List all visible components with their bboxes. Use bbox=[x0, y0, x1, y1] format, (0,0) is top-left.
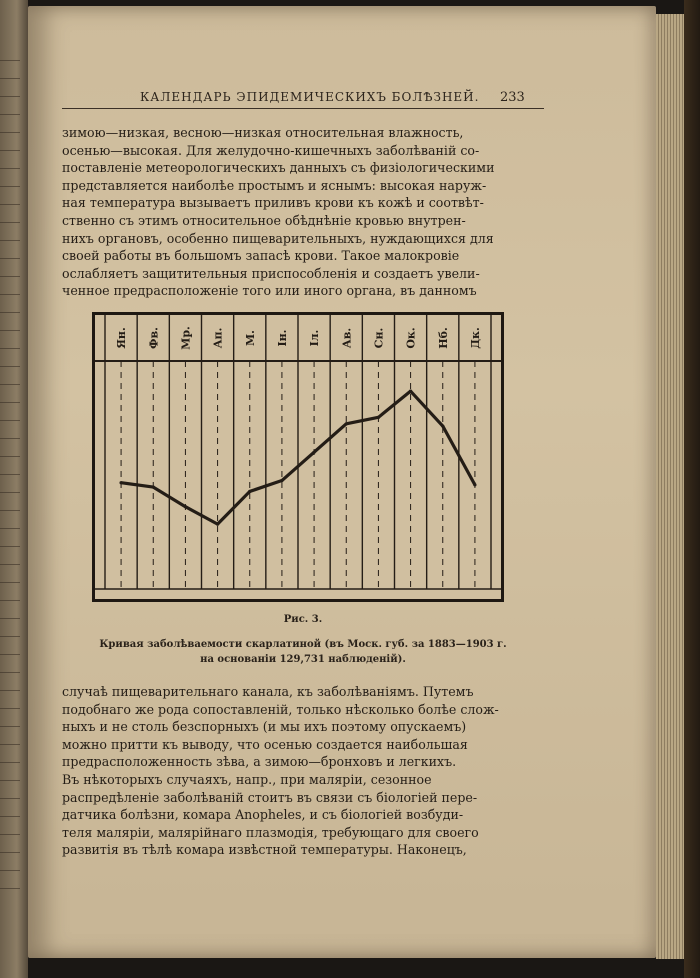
data-point bbox=[184, 505, 187, 508]
data-point bbox=[441, 424, 444, 427]
facing-page-text-fragment bbox=[0, 312, 20, 313]
facing-page-text-fragment bbox=[0, 420, 20, 421]
facing-page-text-fragment bbox=[0, 276, 20, 277]
facing-page-text-fragment bbox=[0, 492, 20, 493]
facing-page-text-fragment bbox=[0, 474, 20, 475]
month-tick-label: Ап. bbox=[211, 327, 225, 349]
figure-caption-line2: на основанiи 129,731 наблюденiй). bbox=[200, 654, 406, 665]
facing-page-text-fragment bbox=[0, 726, 20, 727]
month-tick-label: Iл. bbox=[308, 329, 322, 347]
facing-page-text-fragment bbox=[0, 798, 20, 799]
facing-page-text-fragment bbox=[0, 114, 20, 115]
paragraph-bottom-line: Въ нѣкоторыхъ случаяхъ, напр., при малярiи, сезонное bbox=[62, 771, 432, 787]
facing-page-text-fragment bbox=[0, 132, 20, 133]
facing-page-text-fragment bbox=[0, 330, 20, 331]
data-point bbox=[152, 485, 155, 488]
month-tick-label: Iн. bbox=[275, 329, 289, 347]
facing-page-text-fragment bbox=[0, 780, 20, 781]
book-cover bbox=[684, 0, 700, 978]
paragraph-top-line: представляется наиболѣе простымъ и яснымъ: высокая наруж- bbox=[62, 177, 487, 193]
data-point bbox=[409, 390, 412, 393]
facing-page-text-fragment bbox=[0, 888, 20, 889]
facing-page-edge bbox=[0, 0, 28, 978]
month-tick-label: Ок. bbox=[404, 327, 418, 349]
data-point bbox=[345, 422, 348, 425]
facing-page-text-fragment bbox=[0, 258, 20, 259]
facing-page-text-fragment bbox=[0, 150, 20, 151]
facing-page-text-fragment bbox=[0, 222, 20, 223]
paragraph-top bbox=[62, 124, 544, 300]
facing-page-text-fragment bbox=[0, 618, 20, 619]
facing-page-text-fragment bbox=[0, 96, 20, 97]
facing-page-text-fragment bbox=[0, 762, 20, 763]
paragraph-bottom-line: предрасположенность зѣва, а зимою—бронховъ и легкихъ. bbox=[62, 754, 457, 770]
facing-page-text-fragment bbox=[0, 384, 20, 385]
facing-page-text-fragment bbox=[0, 672, 20, 673]
data-point bbox=[119, 481, 122, 484]
figure-caption bbox=[62, 637, 544, 667]
facing-page-text-fragment bbox=[0, 564, 20, 565]
paragraph-top-line: своей работы въ большомъ запасѣ крови. Такое малокровiе bbox=[62, 248, 460, 264]
paragraph-bottom-line: развитiя въ тѣлѣ комара извѣстной температуры. Наконецъ, bbox=[62, 842, 467, 858]
facing-page-text-fragment bbox=[0, 294, 20, 295]
paragraph-bottom-line: датчика болѣзни, комара Anopheles, и съ бiологiей возбуди- bbox=[62, 807, 464, 823]
month-tick-label: Нб. bbox=[436, 327, 450, 349]
facing-page-text-fragment bbox=[0, 816, 20, 817]
facing-page-text-fragment bbox=[0, 168, 20, 169]
paragraph-top-line: зимою—низкая, весною—низкая относительная влажность, bbox=[62, 125, 464, 140]
facing-page-text-fragment bbox=[0, 402, 20, 403]
paragraph-top-line: нихъ органовъ, особенно пищеварительныхъ, нуждающихся для bbox=[62, 230, 494, 246]
paragraph-bottom-line: случаѣ пищеварительнаго канала, къ заболѣванiямъ. Путемъ bbox=[62, 684, 474, 699]
facing-page-text-fragment bbox=[0, 366, 20, 367]
page-number: 233 bbox=[500, 90, 525, 105]
paragraph-top-line: ослабляетъ защитительныя приспособленiя и создаетъ увели- bbox=[62, 265, 480, 281]
facing-page-text-fragment bbox=[0, 456, 20, 457]
facing-page-text-fragment bbox=[0, 204, 20, 205]
paragraph-bottom-line: можно притти къ выводу, что осенью создается наибольшая bbox=[62, 736, 468, 752]
facing-page-text-fragment bbox=[0, 636, 20, 637]
paragraph-bottom-line: теля малярiи, малярiйнаго плазмодiя, требующаго для своего bbox=[62, 824, 479, 840]
paragraph-bottom-line: ныхъ и не столь безспорныхъ (и мы ихъ поэтому опускаемъ) bbox=[62, 719, 467, 735]
month-tick-label: Мр. bbox=[179, 326, 193, 350]
month-tick-label: Ав. bbox=[340, 327, 354, 349]
facing-page-text-fragment bbox=[0, 510, 20, 511]
page-stack-edge bbox=[656, 14, 686, 959]
facing-page-text-fragment bbox=[0, 546, 20, 547]
facing-page-text-fragment bbox=[0, 438, 20, 439]
facing-page-text-fragment bbox=[0, 744, 20, 745]
facing-page-text-fragment bbox=[0, 870, 20, 871]
month-tick-label: Ян. bbox=[115, 327, 129, 349]
paragraph-top-line: поставленiе метеорологическихъ данныхъ съ физiологическими bbox=[62, 160, 495, 176]
paragraph-top-line: ченное предрасположенiе того или иного органа, въ данномъ bbox=[62, 283, 477, 299]
data-point bbox=[312, 451, 315, 454]
month-tick-label: Сн. bbox=[372, 327, 386, 349]
month-tick-label: Дк. bbox=[468, 327, 482, 349]
header-rule bbox=[62, 108, 544, 109]
chart-frame bbox=[92, 312, 504, 602]
data-point bbox=[216, 523, 219, 526]
facing-page-text-fragment bbox=[0, 60, 20, 61]
facing-page-text-fragment bbox=[0, 834, 20, 835]
facing-page-text-fragment bbox=[0, 240, 20, 241]
facing-page-text-fragment bbox=[0, 852, 20, 853]
facing-page-text-fragment bbox=[0, 654, 20, 655]
paragraph-top-line: осенью—высокая. Для желудочно-кишечныхъ заболѣванiй со- bbox=[62, 142, 480, 158]
facing-page-text-fragment bbox=[0, 186, 20, 187]
data-point bbox=[377, 416, 380, 419]
figure-caption-line1: Кривая заболѣваемости скарлатиной (въ Моск. губ. за 1883—1903 г. bbox=[99, 639, 507, 650]
facing-page-text-fragment bbox=[0, 78, 20, 79]
facing-page-text-fragment bbox=[0, 528, 20, 529]
facing-page-text-fragment bbox=[0, 348, 20, 349]
figure-label: Рис. 3. bbox=[283, 614, 323, 625]
scarlet-fever-chart bbox=[95, 315, 501, 599]
facing-page-text-fragment bbox=[0, 600, 20, 601]
data-point bbox=[280, 479, 283, 482]
paragraph-bottom-line: подобнаго же рода сопоставленiй, только нѣсколько болѣе слож- bbox=[62, 701, 499, 717]
paragraph-top-line: ная температура вызываетъ приливъ крови къ кожѣ и соотвѣт- bbox=[62, 195, 484, 211]
facing-page-text-fragment bbox=[0, 582, 20, 583]
facing-page-text-fragment bbox=[0, 690, 20, 691]
month-tick-label: М. bbox=[243, 329, 257, 347]
facing-page-text-fragment bbox=[0, 708, 20, 709]
paragraph-top-line: ственно съ этимъ относительное обѣднѣнiе кровью внутрен- bbox=[62, 212, 466, 228]
month-tick-label: Фв. bbox=[147, 327, 161, 349]
paragraph-bottom-line: распредѣленiе заболѣванiй стоитъ въ связи съ бiологiей пере- bbox=[62, 789, 478, 805]
data-point bbox=[473, 483, 476, 486]
paragraph-bottom bbox=[62, 683, 544, 859]
running-head: КАЛЕНДАРЬ ЭПИДЕМИЧЕСКИХЪ БОЛѢЗНЕЙ. bbox=[140, 90, 480, 104]
data-point bbox=[248, 490, 251, 493]
